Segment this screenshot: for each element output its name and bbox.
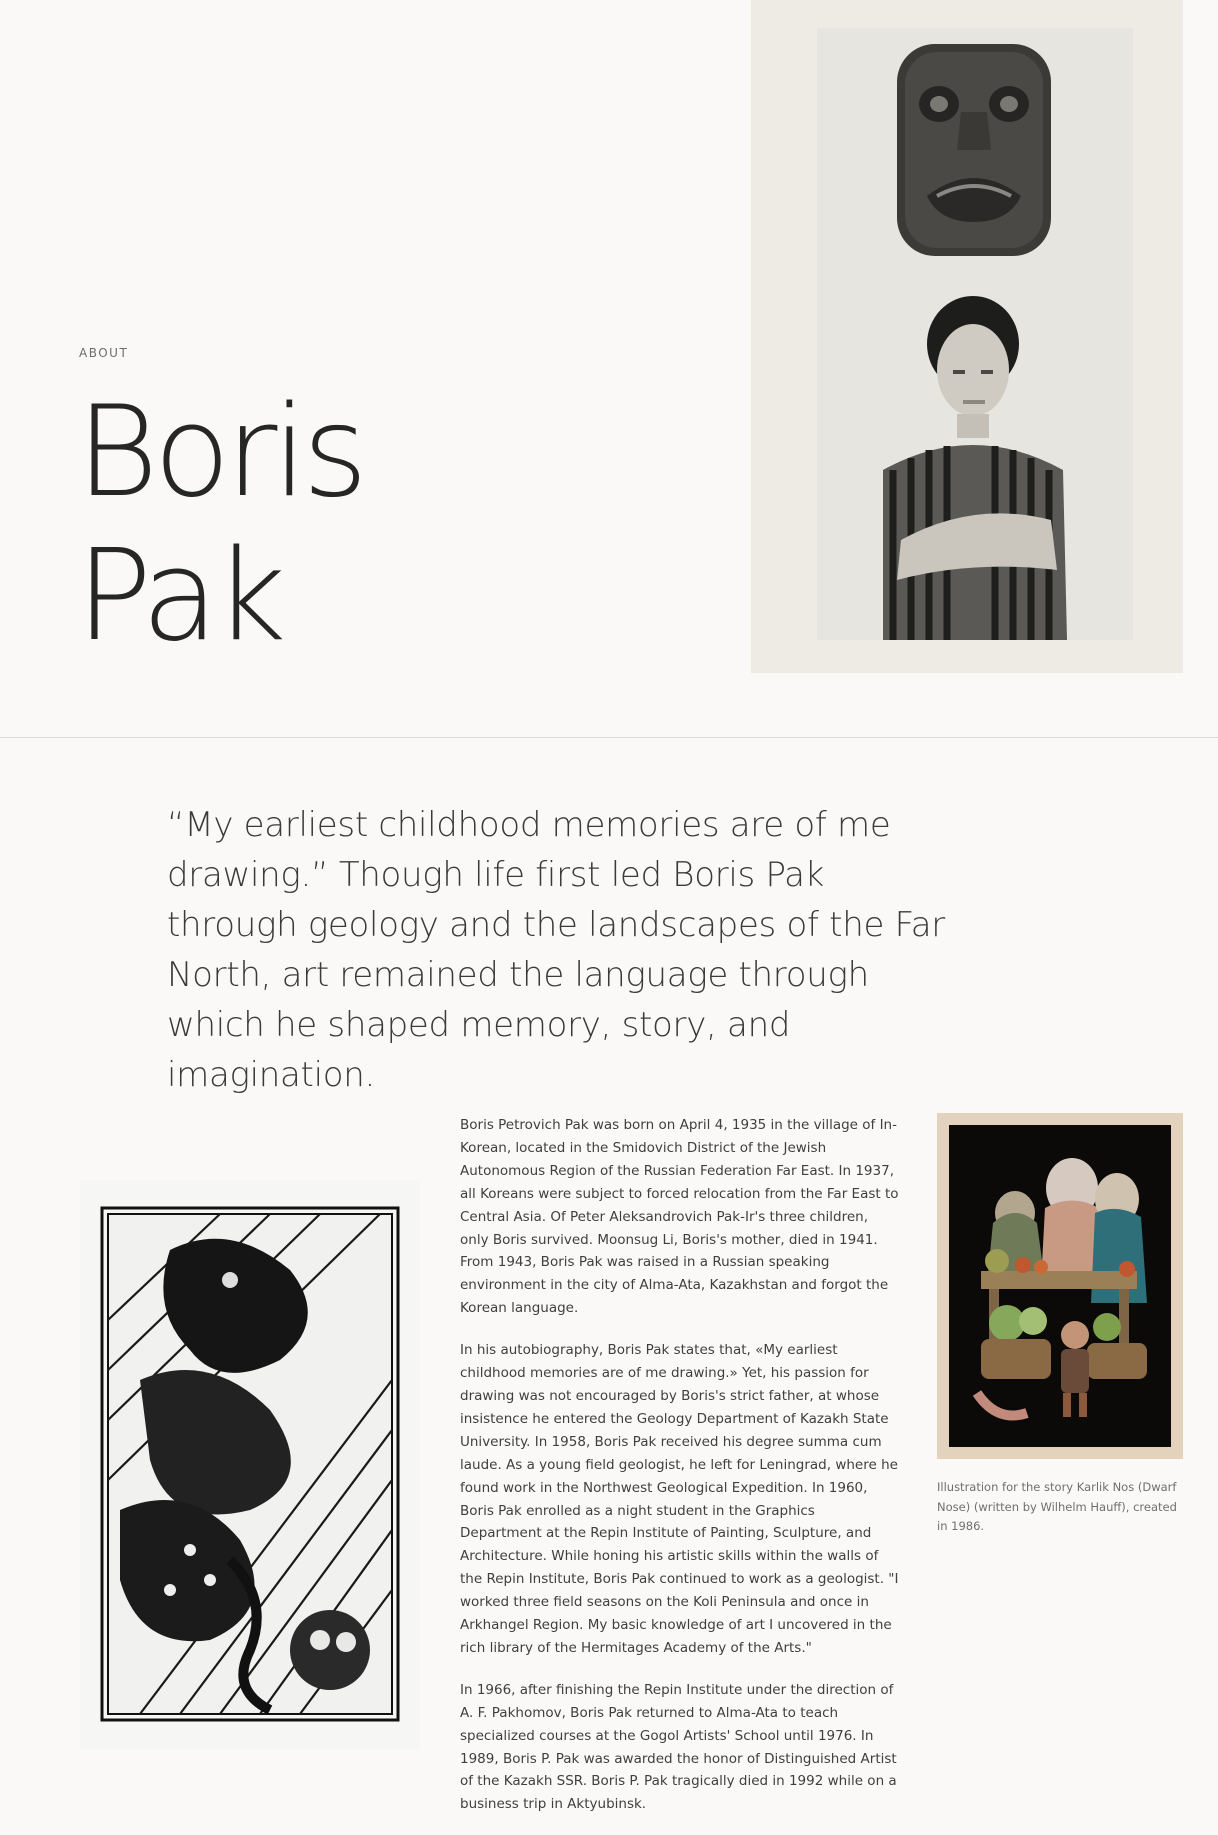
section-divider xyxy=(0,737,1218,738)
page-title xyxy=(76,380,363,668)
lead-quote: “My earliest childhood memories are of me drawing.” Though life first led Boris Pak through geology and the landscapes of the Far North, art remained the language through which he shaped memory, story, and imagination. xyxy=(167,805,945,1095)
biography-paragraph: In 1966, after finishing the Repin Institute under the direction of A. F. Pakhomov, Boris Pak returned to Alma-Ata to teach specialized courses at the Gogol Artists' School until 1976. In 1989, Boris P. Pak was awarded the honor of Distinguished Artist of the Kazakh SSR. Boris P. Pak tragically died in 1992 while on a business trip in Aktyubinsk. xyxy=(460,1681,897,1813)
artist-portrait-image xyxy=(751,0,1183,673)
biography-text xyxy=(460,1114,900,1835)
mask-figure xyxy=(897,44,1051,256)
section-eyebrow: ABOUT xyxy=(79,346,129,360)
biography-paragraph: Boris Petrovich Pak was born on April 4, 1935 in the village of In-Korean, located in the Smidovich District of the Jewish Autonomous Region of the Russian Federation Far East. In 1937, all Koreans were subject to forced relocation from the Far East to Central Asia. Of Peter Aleksandrovich Pak-Ir's three children, only Boris survived. Moonsug Li, Boris's mother, died in 1941. From 1943, Boris Pak was raised in a Russian speaking environment in the city of Alma-Ata, Kazakhstan and forgot the Korean language. xyxy=(460,1117,899,1317)
biography-paragraph: In his autobiography, Boris Pak states that, «My earliest childhood memories are of me drawing.» Yet, his passion for drawing was not encouraged by Boris's strict father, at whose insistence he entered the Geology Department of Kazakh State University. In 1958, Boris Pak received his degree summa cum laude. As a young field geologist, he left for Leningrad, where he found work in the Northwest Geological Expedition. In 1960, Boris Pak enrolled as a night student in the Graphics Department at the Repin Institute of Painting, Sculpture, and Architecture. While honing his artistic skills within the walls of the Repin Institute, Boris Pak continued to work as a geologist. "I worked three field seasons on the Koli Peninsula and once in Arkhangel Region. My basic knowledge of art I uncovered in the rich library of the Hermitages Academy of the Arts." xyxy=(460,1342,899,1656)
karlik-nos-illustration-image xyxy=(937,1113,1183,1459)
page-title-last-name: Pak xyxy=(76,522,282,669)
engraving-image xyxy=(80,1180,420,1750)
illustration-caption: Illustration for the story Karlik Nos (Dwarf Nose) (written by Wilhelm Hauff), created in 1986. xyxy=(937,1480,1177,1533)
page-title-first-name: Boris xyxy=(76,378,364,525)
